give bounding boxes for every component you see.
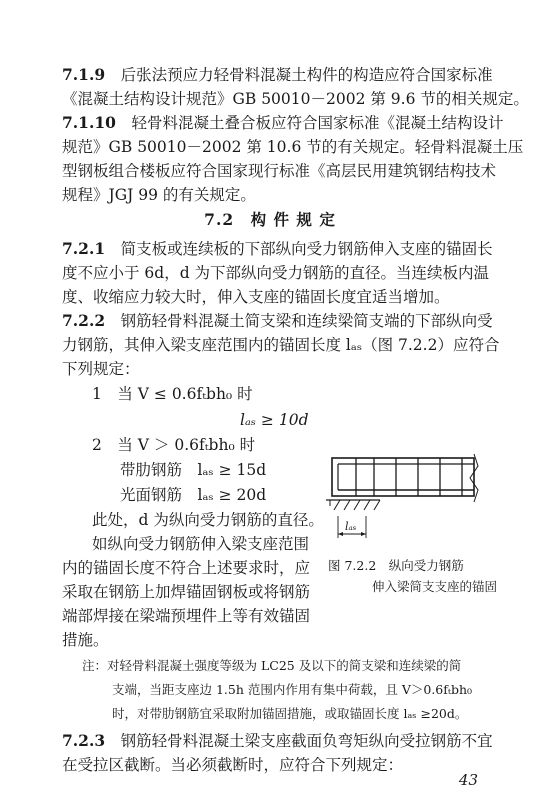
clause-7-2-1-line-3: 度、收缩应力较大时，伸入支座的锚固长度宜适当增加。	[62, 288, 450, 306]
clause-7-2-3-line-1: 7.2.3 钢筋轻骨料混凝土梁支座截面负弯矩纵向受拉钢筋不宜	[62, 731, 493, 750]
clause-7-2-2-line-8: 端部焊接在梁端预埋件上等有效锚固	[62, 607, 311, 625]
formula-1: lₐₛ ≥ 10d	[240, 411, 309, 429]
clause-7-2-1-line-1: 7.2.1 简支板或连续板的下部纵向受力钢筋伸入支座的锚固长	[62, 239, 493, 258]
clause-7-2-2-line-6: 内的锚固长度不符合上述要求时，应	[62, 559, 311, 577]
clause-number: 7.2.1	[62, 239, 106, 258]
dimension-arrow	[338, 532, 343, 536]
figure-dimension-label: lₐₛ	[345, 520, 357, 533]
clause-7-2-2-line-4: 此处，d 为纵向受力钢筋的直径。	[92, 511, 324, 529]
clause-7-1-10-line-1: 7.1.10 轻骨料混凝土叠合板应符合国家标准《混凝土结构设计	[62, 113, 504, 132]
clause-7-1-9-line-2: 《混凝土结构设计规范》GB 50010－2002 第 9.6 节的相关规定。	[62, 90, 529, 108]
note-line-1: 注：对轻骨料混凝土强度等级为 LC25 及以下的简支梁和连续梁的简	[82, 658, 462, 673]
support-hatch	[334, 500, 340, 510]
clause-7-2-1-line-2: 度不应小于 6d，d 为下部纵向受力钢筋的直径。当连续板内温	[62, 264, 490, 282]
support-hatch	[364, 500, 370, 510]
clause-number: 7.2.3	[62, 731, 106, 750]
clause-7-1-10-line-3: 型钢板组合楼板应符合国家现行标准《高层民用建筑钢结构技术	[62, 162, 497, 180]
figure-caption-line-2: 伸入梁简支支座的锚固	[372, 579, 498, 594]
clause-number: 7.1.10	[62, 113, 116, 132]
formula-ribbed-bar: 带肋钢筋 lₐₛ ≥ 15d	[120, 461, 267, 479]
condition-1: 1 当 V ≤ 0.6fₜbh₀ 时	[92, 385, 253, 403]
clause-7-2-2-line-5: 如纵向受力钢筋伸入梁支座范围	[92, 535, 310, 553]
clause-7-2-2-line-7: 采取在钢筋上加焊锚固钢板或将钢筋	[62, 583, 311, 601]
formula-plain-bar: 光面钢筋 lₐₛ ≥ 20d	[120, 486, 267, 504]
clause-7-2-3-line-2: 在受拉区截断。当必须截断时，应符合下列规定：	[62, 756, 404, 774]
note-line-2: 支端，当距支座边 1.5h 范围内作用有集中荷载，且 V＞0.6fₜbh₀	[112, 682, 473, 697]
support-hatch	[354, 500, 360, 510]
clause-7-1-10-line-4: 规程》JGJ 99 的有关规定。	[62, 186, 256, 204]
figure-caption-line-1: 图 7.2.2 纵向受力钢筋	[328, 558, 464, 573]
page-number: 43	[458, 771, 478, 789]
clause-7-2-2-line-2: 力钢筋，其伸入梁支座范围内的锚固长度 lₐₛ（图 7.2.2）应符合	[62, 336, 500, 354]
section-title: 7.2 构 件 规 定	[204, 210, 336, 229]
condition-2: 2 当 V ＞ 0.6fₜbh₀ 时	[92, 436, 256, 454]
clause-7-2-2-line-9: 措施。	[62, 631, 109, 649]
clause-7-2-2-line-1: 7.2.2 钢筋轻骨料混凝土简支梁和连续梁简支端的下部纵向受	[62, 311, 493, 330]
clause-number: 7.2.2	[62, 311, 106, 330]
clause-7-1-9-line-1: 7.1.9 后张法预应力轻骨料混凝土构件的构造应符合国家标准	[62, 65, 493, 84]
clause-7-1-10-line-2: 规范》GB 50010－2002 第 10.6 节的有关规定。轻骨料混凝土压	[62, 138, 524, 156]
support-hatch	[344, 500, 350, 510]
clause-number: 7.1.9	[62, 65, 106, 84]
note-line-3: 时，对带肋钢筋宜采取附加锚固措施，或取锚固长度 lₐₛ ≥20d。	[112, 706, 468, 721]
support-hatch	[374, 500, 380, 510]
dimension-arrow	[361, 532, 366, 536]
clause-7-2-2-line-3: 下列规定：	[62, 360, 140, 378]
beam-support-anchorage-figure	[326, 450, 486, 550]
